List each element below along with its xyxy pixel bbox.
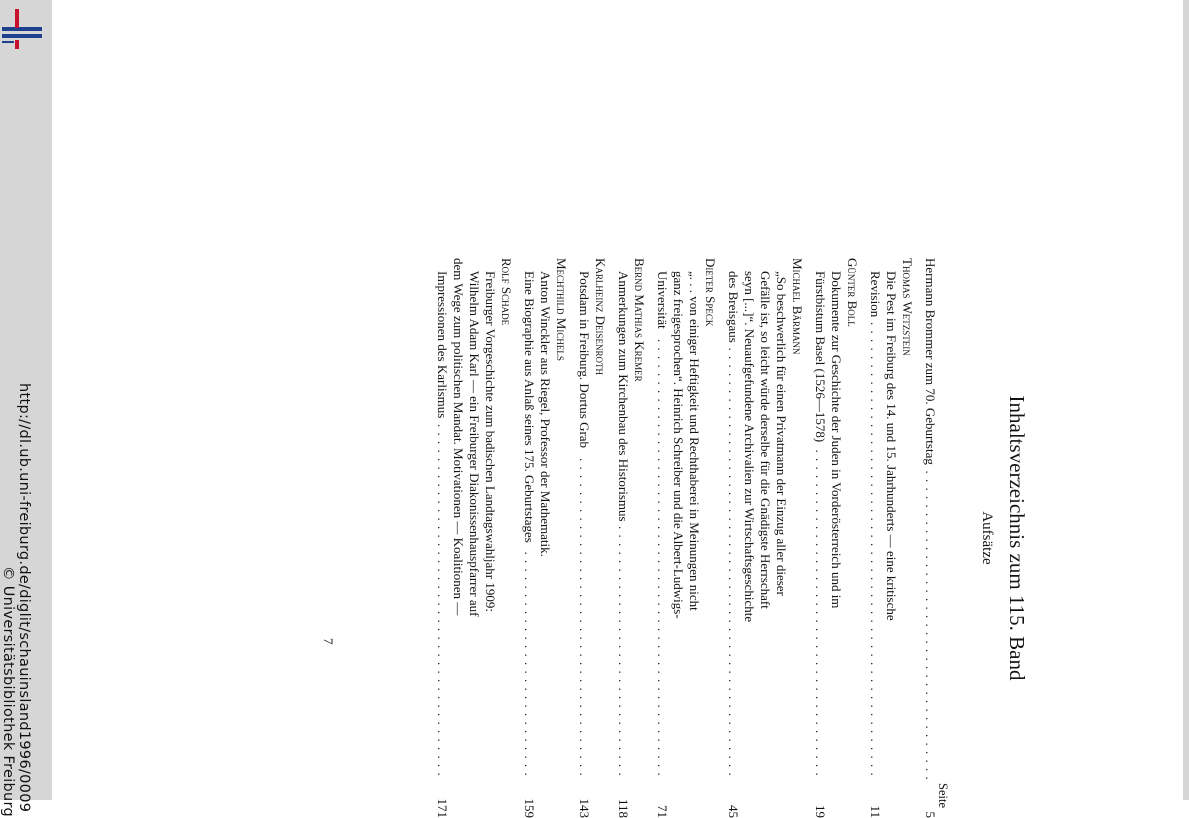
toc-entry-page: 171 [435, 798, 450, 818]
copyright-notice: © Universitätsbibliothek Freiburg [0, 566, 16, 818]
toc-page-content [321, 258, 1030, 818]
toc-entry-author: Rolf Schade [499, 258, 514, 326]
scanned-page [60, 0, 1175, 818]
toc-entry-page: 45 [726, 805, 741, 818]
toc-entry-title-line: des Breisgaus [726, 271, 741, 347]
toc-entry [521, 258, 569, 818]
toc-entry-page: 71 [655, 805, 670, 818]
toc-entry [576, 258, 608, 818]
toc-entry-page: 19 [813, 805, 828, 818]
toc-entry-author: Günter Boll [845, 258, 860, 327]
toc-entry-title-line: Freiburger Vorgeschichte zum badischen Landtagswahljahr 1909: [483, 271, 498, 612]
toc-entry-title-line: „So beschwerlich für einen Privatmann der Einzug aller dieser [774, 271, 789, 596]
toc-entry [922, 258, 938, 818]
toc-entry [725, 258, 805, 818]
viewer-right-edge [1183, 0, 1189, 800]
toc-entry-title-line: Wilhelm Adam Karl — ein Freiburger Diakonissenhauspfarrer auf [467, 271, 482, 617]
toc-entry-title-line: Universität [655, 271, 670, 333]
toc-entry-author: Dieter Speck [703, 258, 718, 327]
toc-entry-title-line: Eine Biographie aus Anlaß seines 175. Geburtstages [522, 271, 537, 547]
toc-entry-title-line: dem Wege zum politischen Mandat. Motivationen — Koalitionen — [451, 258, 466, 616]
page-column-label: Seite [936, 783, 950, 808]
toc-entry-page: 11 [868, 805, 883, 818]
toc-entry-title-line: Revision [868, 271, 883, 321]
toc-entry-title-line: „. . . von einiger Heftigkeit und Rechthaberei in Meinungen nicht [687, 271, 702, 611]
page-title: Inhaltsverzeichnis zum 115. Band [1005, 395, 1029, 681]
source-url[interactable]: http://dl.ub.uni-freiburg.de/diglit/schauinsland1996/0009 [16, 383, 32, 813]
toc-entry-author: Michael Bärmann [790, 258, 805, 355]
toc-entry-author: Mechthild Michels [554, 258, 569, 361]
toc-entry-title-line: Impressionen des Karlismus [435, 271, 450, 422]
section-heading: Aufsätze [979, 511, 995, 565]
toc-entry-page: 118 [616, 798, 631, 818]
toc-entry-title-line: ganz freigesprochen“. Heinrich Schreiber und die Albert-Ludwigs- [671, 271, 686, 619]
toc-entry-title-line: Potsdam in Freiburg. Dortus Grab [577, 271, 592, 452]
toc-entry-title-line: Anton Winckler aus Riegel, Professor der Mathematik. [538, 271, 553, 557]
page-number: 7 [321, 638, 336, 645]
toc-entry-title-line: Die Pest im Freiburg des 14. und 15. Jahrhunderts — eine kritische [884, 271, 899, 621]
toc-entry [615, 258, 647, 818]
toc-entry-title-line: Fürstbistum Basel (1526—1578) [813, 271, 828, 446]
toc-entry-title-line: Dokumente zur Geschichte der Juden in Vorderösterreich und im [829, 271, 844, 609]
toc-entry-title-line: seyn [...]“. Neuaufgefundene Archivalien zur Wirtschaftsgeschichte [742, 271, 757, 623]
toc-entry [867, 258, 915, 818]
toc-entry [434, 258, 514, 818]
toc-entry-title-line: Anmerkungen zum Kirchenbau des Historismus [616, 271, 631, 526]
toc-entry-page: 143 [577, 798, 592, 818]
toc-entry [654, 258, 718, 818]
toc-entry-author: Bernd Mathias Kremer [632, 258, 647, 382]
toc-entry [812, 258, 860, 818]
toc-entry-title-line: Hermann Brommer zum 70. Geburtstag [923, 258, 938, 469]
toc-entry-page: 159 [522, 798, 537, 818]
viewer-sidebar [0, 0, 52, 818]
toc-entry-author: Thomas Wetzstein [900, 258, 915, 356]
toc-entry-page: 5 [923, 811, 938, 818]
toc-entry-author: Karlheinz Deisenroth [593, 258, 608, 376]
toc-entry-title-line: Gefälle ist, so leicht würde derselbe für die Gnädigste Herrschaft [758, 271, 773, 609]
toc-entries [427, 258, 938, 818]
